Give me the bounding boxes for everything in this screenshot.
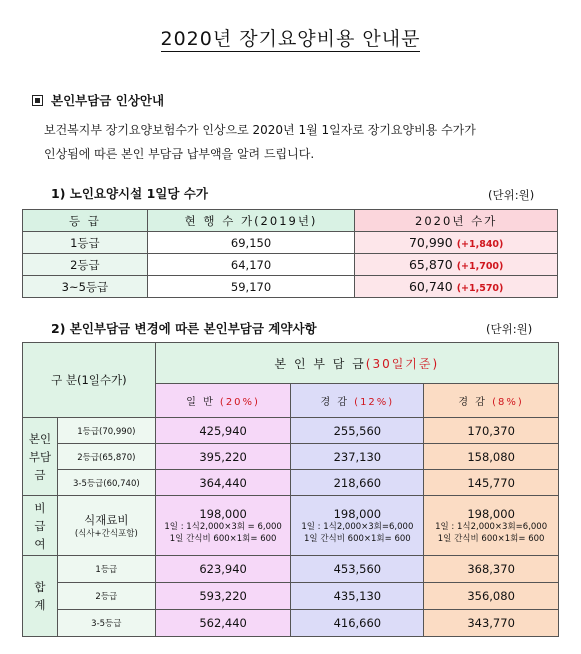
meal-label: 식재료비 (식사+간식포함): [57, 496, 155, 556]
table-row: 2등급 64,170 65,870 (+1,700): [23, 254, 558, 276]
table-row: 3-5등급 562,440 416,660 343,770: [23, 610, 559, 637]
main-header: 본 인 부 담 금(30일기준): [155, 343, 558, 384]
table-corner: 구 분(1일수가): [23, 343, 156, 418]
header-current: 현 행 수 가(2019년): [147, 210, 355, 232]
table-row: 본인 부담 금 1등급(70,990) 425,940 255,560 170,370: [23, 418, 559, 444]
page-title: 2020년 장기요양비용 안내문: [160, 28, 421, 50]
intro-paragraph: 보건복지부 장기요양보험수가 인상으로 2020년 1월 1일자로 장기요양비용 수가가 인상됨에 따른 본인 부담금 납부액을 알려 드립니다.: [44, 123, 476, 161]
header-grade: 등 급: [23, 210, 148, 232]
table2-heading: 2) 본인부담금 변경에 따른 본인부담금 계약사항: [51, 321, 317, 336]
fee-table: [22, 209, 558, 298]
table-row: 비 급 여 식재료비 (식사+간식포함) 198,000 1일 : 1식2,000×3회 = 6,000 1일 간식비 600×1회= 600 198,000 1일 : 1식2,000×3회=6,000 1일 간식비 600×1회= 600 198,000 1일 : 1식2,000×3회=6,000 1일 간식비 600×1회= 600: [23, 496, 559, 556]
section-heading: 본인부담금 인상안내: [32, 91, 164, 109]
col-reduced-12: 경 감 (12%): [291, 384, 424, 418]
table-row: 1등급 69,150 70,990 (+1,840): [23, 232, 558, 254]
table-header-row: [23, 210, 558, 232]
table-row: 3-5등급(60,740) 364,440 218,660 145,770: [23, 470, 559, 496]
col-general: 일 반 (20%): [155, 384, 291, 418]
table-row: 2등급 593,220 435,130 356,080: [23, 583, 559, 610]
col-reduced-8: 경 감 (8%): [424, 384, 559, 418]
group-copay-label: 본인 부담 금: [23, 418, 58, 496]
table2-unit: (단위:원): [486, 322, 533, 336]
table1-unit: (단위:원): [488, 188, 535, 202]
header-new: 2020년 수가: [355, 210, 558, 232]
group-noncovered-label: 비 급 여: [23, 496, 58, 556]
table-row: 3~5등급 59,170 60,740 (+1,570): [23, 276, 558, 298]
checkbox-square-icon: [32, 95, 43, 106]
table-row: 2등급(65,870) 395,220 237,130 158,080: [23, 444, 559, 470]
copay-table: [22, 342, 559, 637]
group-total-label: 합 계: [23, 556, 58, 637]
table1-heading: 1) 노인요양시설 1일당 수가: [51, 186, 208, 201]
table-row: 합 계 1등급 623,940 453,560 368,370: [23, 556, 559, 583]
